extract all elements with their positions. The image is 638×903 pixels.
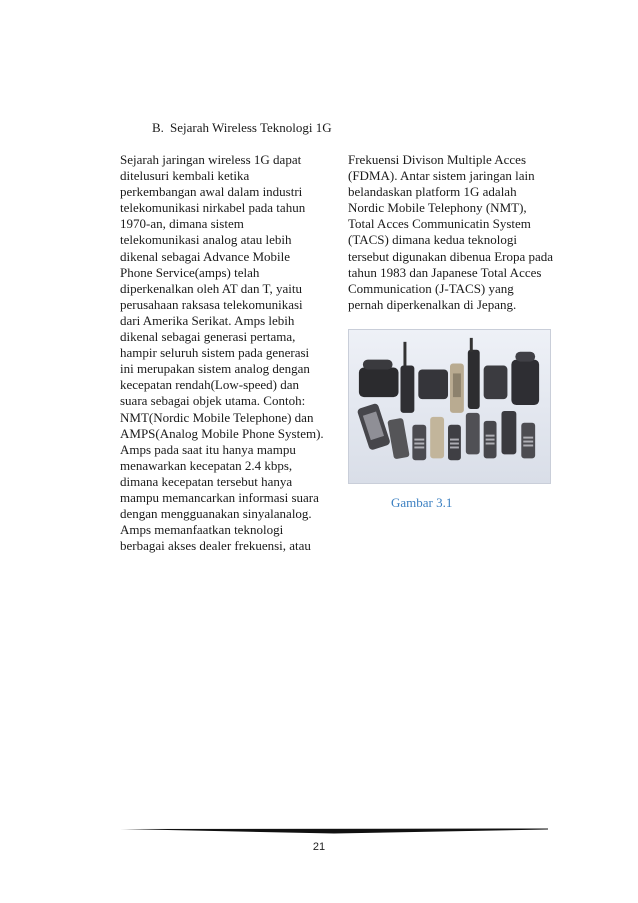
- left-column: [120, 152, 335, 554]
- paragraph-line: Total Acces Communicatin System: [348, 216, 531, 232]
- paragraph-line: NMT(Nordic Mobile Telephone) dan: [120, 409, 314, 425]
- paragraph-line: Nordic Mobile Telephony (NMT),: [348, 200, 527, 216]
- section-heading: [152, 120, 332, 136]
- paragraph-line: belandaskan platform 1G adalah: [348, 184, 517, 200]
- paragraph-line: (FDMA). Antar sistem jaringan lain: [348, 168, 535, 184]
- page-number: 21: [312, 841, 326, 853]
- section-number: B.: [152, 120, 164, 135]
- paragraph-line: Sejarah jaringan wireless 1G dapat: [120, 152, 302, 167]
- paragraph-line: Phone Service(amps) telah: [120, 264, 260, 280]
- paragraph-line: hampir seluruh sistem pada generasi: [120, 345, 310, 361]
- paragraph-line: mampu memancarkan informasi suara: [120, 489, 319, 505]
- figure-caption: Gambar 3.1: [391, 495, 453, 510]
- paragraph-line: dimana kecepatan tersebut hanya: [120, 473, 293, 489]
- paragraph-line: AMPS(Analog Mobile Phone System).: [120, 425, 324, 441]
- paragraph-line: berbagai akses dealer frekuensi, atau: [120, 538, 311, 554]
- paragraph-line: suara sebagai objek utama. Contoh:: [120, 393, 306, 409]
- section-title: Sejarah Wireless Teknologi 1G: [170, 120, 332, 135]
- paragraph-line: tahun 1983 dan Japanese Total Acces: [348, 264, 542, 280]
- paragraph-line: ini merupakan sistem analog dengan: [120, 361, 310, 377]
- paragraph-line: dari Amerika Serikat. Amps lebih: [120, 312, 295, 328]
- paragraph-line: menawarkan kecepatan 2.4 kbps,: [120, 457, 293, 473]
- paragraph-line: diperkenalkan oleh AT dan T, yaitu: [120, 280, 302, 296]
- paragraph-line: Amps memanfaatkan teknologi: [120, 522, 284, 538]
- paragraph-line: Amps pada saat itu hanya mampu: [120, 441, 296, 457]
- paragraph-line: dikenal sebagai Advance Mobile: [120, 248, 291, 264]
- paragraph-line: Frekuensi Divison Multiple Acces: [348, 152, 527, 167]
- paragraph-line: telekomunikasi analog atau lebih: [120, 232, 292, 248]
- paragraph-line: Communication (J-TACS) yang: [348, 280, 514, 296]
- paragraph-line: dengan mengguanakan sinyalanalog.: [120, 506, 312, 522]
- paragraph-line: dikenal sebagai generasi pertama,: [120, 329, 296, 345]
- paragraph-line: perusahaan raksasa telekomunikasi: [120, 296, 303, 312]
- paragraph-line: telekomunikasi nirkabel pada tahun: [120, 200, 306, 216]
- paragraph-line: 1970-an, dimana sistem: [120, 216, 244, 232]
- phones-illustration: [349, 330, 550, 483]
- paragraph-line: pernah diperkenalkan di Jepang.: [348, 296, 517, 312]
- paragraph-line: perkembangan awal dalam industri: [120, 184, 303, 200]
- right-column: [348, 152, 560, 345]
- paragraph-line: tersebut digunakan dibenua Eropa pada: [348, 248, 554, 264]
- paragraph-line: kecepatan rendah(Low-speed) dan: [120, 377, 300, 393]
- footer-divider: [120, 828, 548, 834]
- figure-image-1g-phones: [348, 329, 551, 484]
- paragraph-line: (TACS) dimana kedua teknologi: [348, 232, 518, 248]
- paragraph-line: ditelusuri kembali ketika: [120, 168, 250, 184]
